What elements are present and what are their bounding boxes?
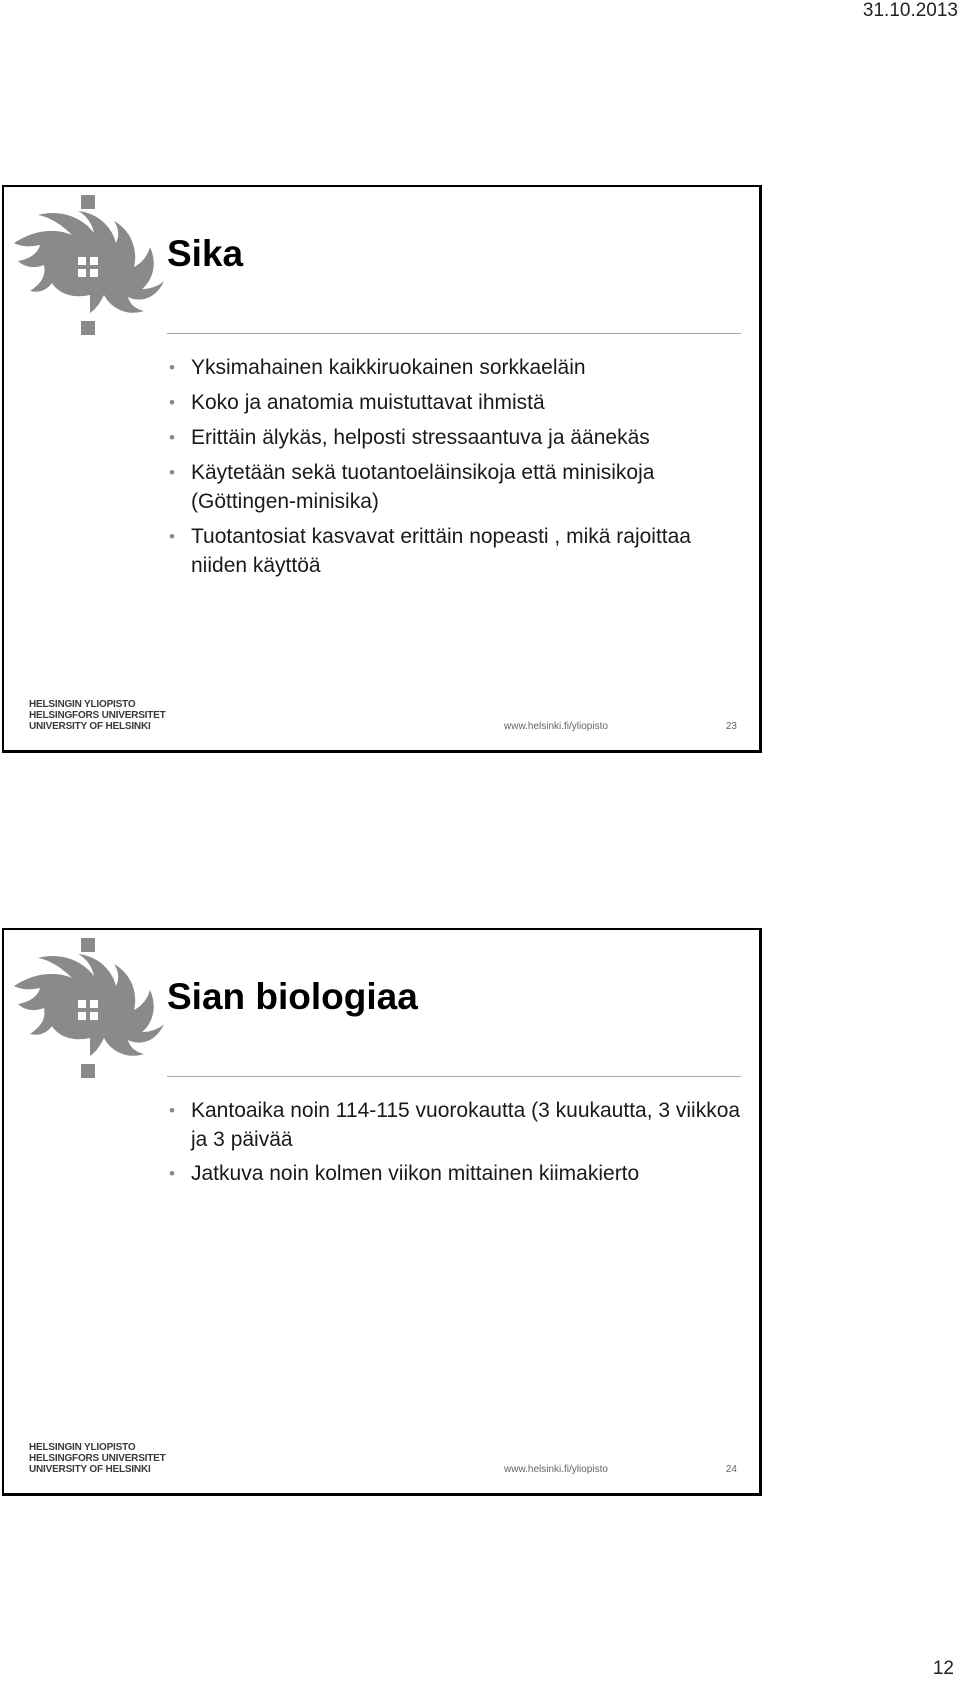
slide-title: Sian biologiaa xyxy=(167,976,418,1017)
title-divider xyxy=(167,333,741,334)
list-item: • Jatkuva noin kolmen viikon mittainen kiimakierto xyxy=(167,1159,741,1188)
list-item: • Käytetään sekä tuotantoeläinsikoja että minisikoja (Göttingen-minisika) xyxy=(167,458,741,516)
slide-title: Sika xyxy=(167,233,244,274)
university-name: HELSINGIN YLIOPISTO HELSINGFORS UNIVERSITET UNIVERSITY OF HELSINKI xyxy=(29,1442,166,1475)
university-flame-logo-icon xyxy=(12,938,164,1078)
footer-url: www.helsinki.fi/yliopisto xyxy=(504,1464,608,1475)
slide-24 xyxy=(2,928,762,1496)
university-name: HELSINGIN YLIOPISTO HELSINGFORS UNIVERSITET UNIVERSITY OF HELSINKI xyxy=(29,699,166,732)
page-date: 31.10.2013 xyxy=(862,0,958,21)
slide-23 xyxy=(2,185,762,753)
footer-url: www.helsinki.fi/yliopisto xyxy=(504,721,608,732)
bullet-list xyxy=(167,353,741,586)
slide-number: 24 xyxy=(725,1464,737,1475)
page-number: 12 xyxy=(932,1658,954,1679)
title-divider xyxy=(167,1076,741,1077)
list-item: • Tuotantosiat kasvavat erittäin nopeasti , mikä rajoittaa niiden käyttöä xyxy=(167,522,741,580)
list-item: • Kantoaika noin 114-115 vuorokautta (3 kuukautta, 3 viikkoa ja 3 päivää xyxy=(167,1096,741,1154)
list-item: • Koko ja anatomia muistuttavat ihmistä xyxy=(167,388,741,417)
slide-number: 23 xyxy=(725,721,737,732)
university-flame-logo-icon xyxy=(12,195,164,335)
list-item: • Erittäin älykäs, helposti stressaantuva ja äänekäs xyxy=(167,423,741,452)
list-item: • Yksimahainen kaikkiruokainen sorkkaeläin xyxy=(167,353,741,382)
bullet-list xyxy=(167,1096,741,1193)
